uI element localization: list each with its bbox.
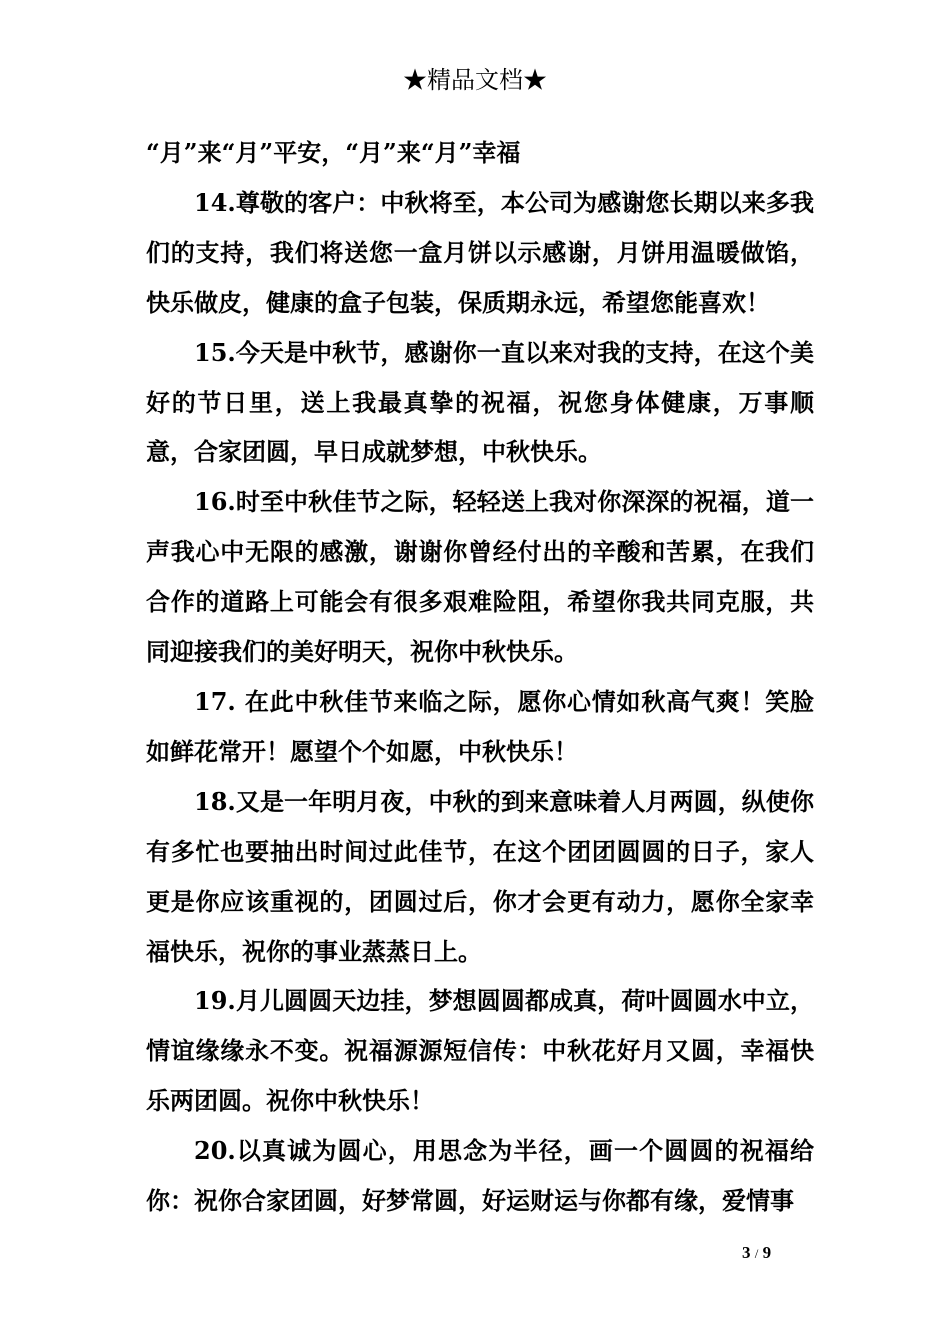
paragraph: 17. 在此中秋佳节来临之际，愿你心情如秋高气爽！笑脸如鲜花常开！愿望个个如愿，中秋快乐！ (146, 686, 814, 766)
total-pages: 9 (762, 1243, 772, 1262)
page-number (742, 1243, 771, 1264)
paragraph: 14.尊敬的客户：中秋将至，本公司为感谢您长期以来多我们的支持，我们将送您一盒月饼以示感谢，月饼用温暖做馅，快乐做皮，健康的盒子包装，保质期永远，希望您能喜欢！ (146, 187, 814, 317)
paragraph: “月”来“月”平安，“月”来“月”幸福 (146, 138, 521, 167)
header-title: ★精品文档★ (403, 66, 547, 94)
paragraph: 18.又是一年明月夜，中秋的到来意味着人月两圆，纵使你有多忙也要抽出时间过此佳节，在这个团团圆圆的日子，家人更是你应该重视的，团圆过后，你才会更有动力，愿你全家幸福快乐，祝你的事业蒸蒸日上。 (146, 786, 814, 966)
paragraph: 20.以真诚为圆心，用思念为半径，画一个圆圆的祝福给你：祝你合家团圆，好梦常圆，好运财运与你都有缘，爱情事 (146, 1136, 814, 1216)
paragraph: 16.时至中秋佳节之际，轻轻送上我对你深深的祝福，道一声我心中无限的感激，谢谢你曾经付出的辛酸和苦累，在我们合作的道路上可能会有很多艰难险阻，希望你我共同克服，共同迎接我们的美好明天，祝你中秋快乐。 (146, 487, 814, 667)
page-separator: / (754, 1246, 759, 1261)
page-header (0, 64, 950, 96)
current-page: 3 (742, 1243, 751, 1262)
paragraph: 15.今天是中秋节，感谢你一直以来对我的支持，在这个美好的节日里，送上我最真挚的祝福，祝您身体健康，万事顺意，合家团圆，早日成就梦想，中秋快乐。 (146, 337, 814, 467)
paragraph: 19.月儿圆圆天边挂，梦想圆圆都成真，荷叶圆圆水中立，情谊缘缘永不变。祝福源源短信传：中秋花好月又圆，幸福快乐两团圆。祝你中秋快乐！ (146, 986, 814, 1116)
document-body (146, 128, 814, 1226)
